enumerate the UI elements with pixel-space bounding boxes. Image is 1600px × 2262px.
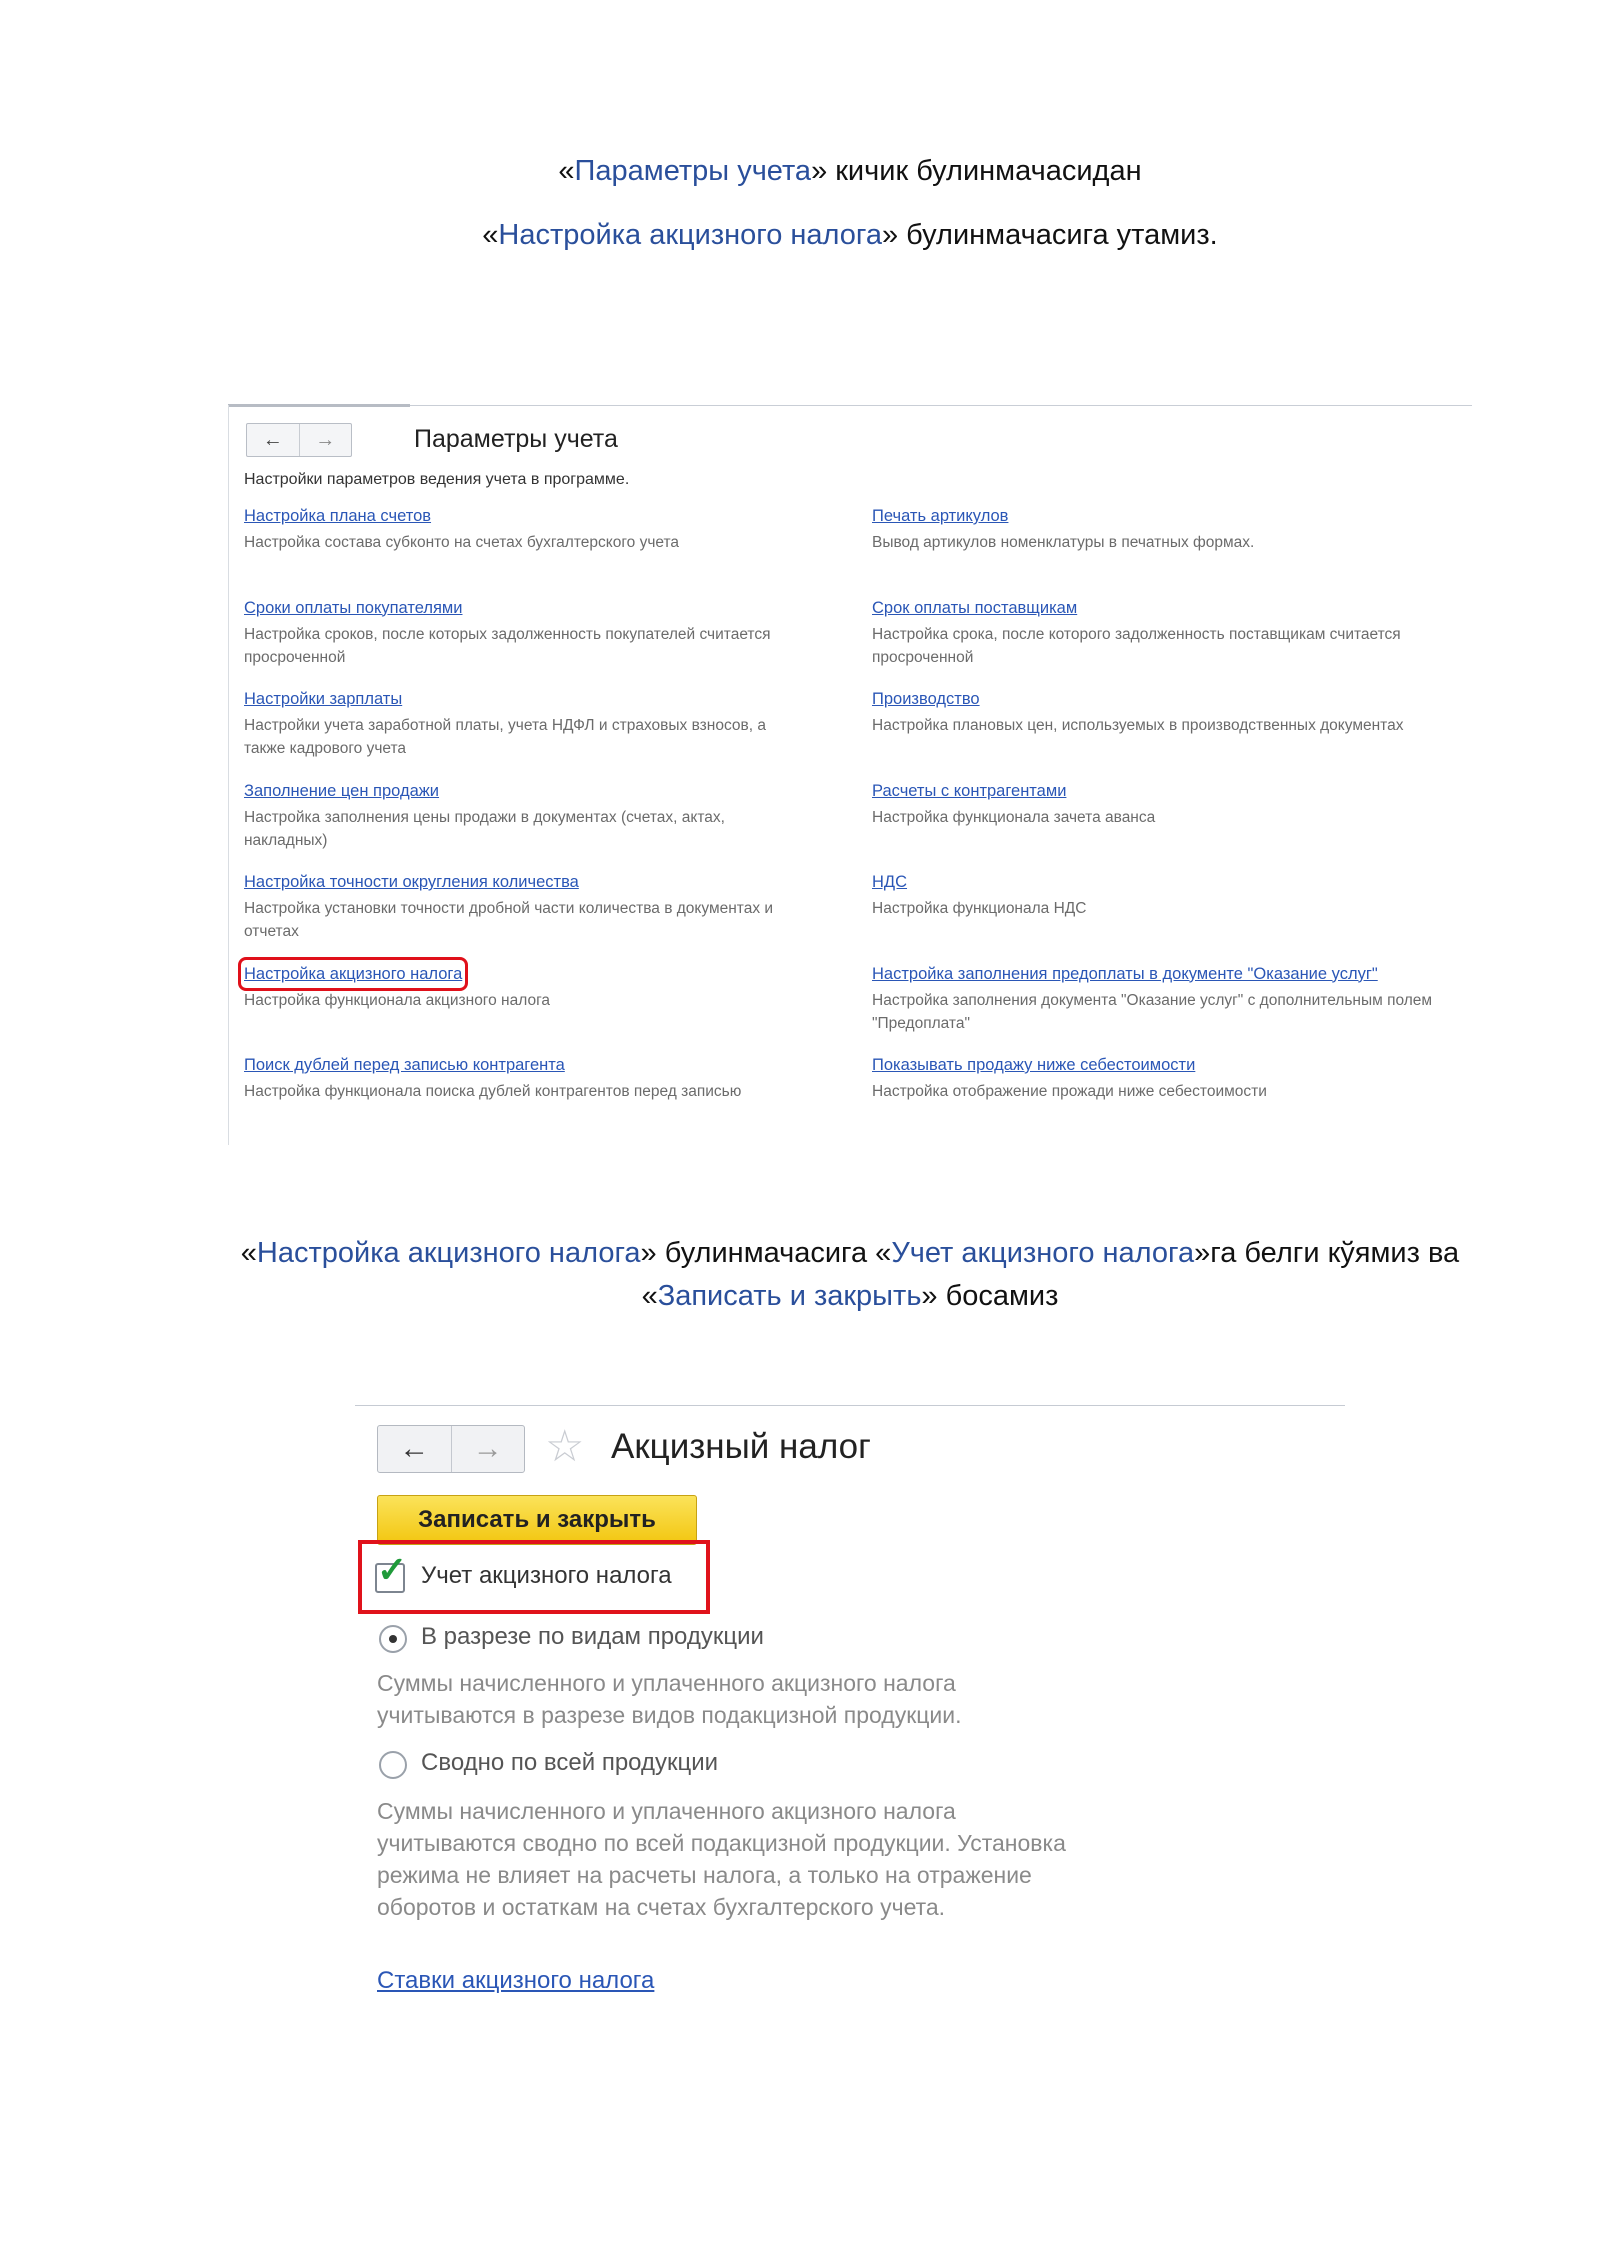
back-arrow-icon[interactable]: ← (262, 428, 283, 451)
excise-accounting-label: Учет акцизного налога (421, 1562, 672, 1589)
settings-item-desc: Настройка отображение прожади ниже себестоимости (872, 1083, 1267, 1100)
counterparty-settlements-link[interactable]: Расчеты с контрагентами (872, 781, 1067, 800)
settings-item-desc: Настройки учета заработной платы, учета НДФЛ и страховых взносов, а также кадрового учета (244, 717, 766, 757)
settings-item-desc: Настройка сроков, после которых задолженность покупателей считается просроченной (244, 625, 771, 666)
settings-item (244, 1054, 804, 1146)
divider (228, 405, 1472, 406)
radio-label: В разрезе по видам продукции (421, 1623, 764, 1650)
sales-prices-link[interactable]: Заполнение цен продажи (244, 781, 440, 800)
favorite-star-icon[interactable]: ☆ (545, 1422, 585, 1471)
page-title: Параметры учета (414, 425, 618, 453)
chart-of-accounts-link[interactable]: Настройка плана счетов (244, 507, 432, 525)
intro-link-excise-settings: Настройка акцизного налога (498, 219, 882, 251)
radio-desc: Суммы начисленного и уплаченного акцизного налога учитываются сводно по всей подакцизной продукции. Установка режима не влияет на расчеты налога, а только на отражение оборотов и остаткам на счетах бухгалтерского учета. (377, 1798, 1066, 1920)
settings-item (244, 780, 804, 872)
excise-rates-link[interactable]: Ставки акцизного налога (377, 1967, 655, 1994)
settings-item-desc: Настройка функционала акцизного налога (244, 991, 551, 1009)
accounting-params-screenshot (228, 405, 1472, 1145)
settings-item-desc: Настройка срока, после которого задолженность поставщикам считается просроченной (872, 625, 1401, 666)
settings-column-right (872, 505, 1452, 1146)
middle-link-excise-accounting: Учет акцизного налога (891, 1237, 1195, 1269)
intro-line-2: «Настройка акцизного налога» булинмачасига утамиз. (482, 219, 1218, 251)
settings-item (872, 963, 1452, 1055)
settings-item-desc: Настройка заполнения цены продажи в документах (счетах, актах, накладных) (244, 808, 725, 849)
production-link[interactable]: Производство (872, 690, 980, 708)
settings-item-desc: Настройка функционала поиска дублей контрагентов перед записью (244, 1083, 742, 1100)
settings-item (872, 1054, 1452, 1146)
radio-label: Сводно по всей продукции (421, 1749, 719, 1776)
settings-item-desc: Настройка функционала зачета аванса (872, 808, 1156, 826)
settings-item (244, 505, 804, 597)
save-and-close-button[interactable]: Записать и закрыть (377, 1495, 697, 1545)
salary-settings-link[interactable]: Настройки зарплаты (244, 690, 403, 708)
settings-item (872, 688, 1452, 780)
radio-desc: Суммы начисленного и уплаченного акцизного налога учитываются в разрезе видов подакцизной продукции. (377, 1670, 962, 1728)
supplier-payment-terms-link[interactable]: Срок оплаты поставщикам (872, 598, 1078, 617)
settings-item (244, 688, 804, 780)
customer-payment-terms-link[interactable]: Сроки оплаты покупателями (244, 598, 463, 617)
page-subtitle: Настройки параметров ведения учета в программе. (244, 471, 630, 488)
nav-buttons (377, 1425, 525, 1473)
settings-item (244, 871, 804, 963)
duplicate-search-link[interactable]: Поиск дублей перед записью контрагента (244, 1056, 565, 1074)
settings-item (872, 871, 1452, 963)
settings-item-desc: Настройка установки точности дробной части количества в документах и отчетах (244, 900, 774, 940)
settings-item (244, 963, 804, 1055)
settings-item-desc: Настройка плановых цен, используемых в производственных документах (872, 717, 1404, 734)
radio-by-product-type[interactable] (379, 1625, 407, 1653)
radio-summary-all-products[interactable] (379, 1751, 407, 1779)
excise-tax-form-screenshot (355, 1405, 1345, 2025)
settings-item (244, 597, 804, 689)
divider (228, 404, 410, 407)
middle-link-excise-settings: Настройка акцизного налога (256, 1237, 641, 1269)
settings-item-desc: Вывод артикулов номенклатуры в печатных формах. (872, 534, 1255, 551)
divider (228, 405, 229, 1145)
nav-buttons (246, 423, 352, 457)
middle-line-1: «Настройка акцизного налога» булинмачасига «Учет акцизного налога»га белги кўямиз ва (240, 1237, 1460, 1269)
back-arrow-icon[interactable]: ← (399, 1432, 430, 1465)
settings-item (872, 780, 1452, 872)
below-cost-sales-link[interactable]: Показывать продажу ниже себестоимости (872, 1056, 1196, 1074)
settings-item (872, 505, 1452, 597)
middle-line-2: «Записать и закрыть» босамиз (641, 1280, 1059, 1312)
checkmark-icon: ✓ (377, 1549, 408, 1590)
rounding-precision-link[interactable]: Настройка точности округления количества (244, 873, 579, 891)
prepayment-settings-link[interactable]: Настройка заполнения предоплаты в документе "Оказание услуг" (872, 964, 1378, 983)
settings-item (872, 597, 1452, 689)
divider (355, 1405, 1345, 1406)
vat-link[interactable]: НДС (872, 873, 908, 891)
settings-item-desc: Настройка заполнения документа "Оказание услуг" с дополнительным полем "Предоплата" (872, 991, 1433, 1032)
middle-link-save-close: Записать и закрыть (657, 1280, 922, 1312)
settings-item-desc: Настройка состава субконто на счетах бухгалтерского учета (244, 534, 680, 551)
excise-tax-settings-link[interactable]: Настройка акцизного налога (244, 964, 463, 983)
intro-link-accounting-params: Параметры учета (574, 155, 812, 187)
settings-column-left (244, 505, 804, 1146)
intro-line-1: «Параметры учета» кичик булинмачасидан (558, 155, 1142, 187)
forward-arrow-icon[interactable]: → (451, 1426, 525, 1472)
print-articles-link[interactable]: Печать артикулов (872, 507, 1009, 525)
form-title: Акцизный налог (611, 1427, 871, 1466)
settings-item-desc: Настройка функционала НДС (872, 900, 1087, 917)
radio-selected-dot (389, 1635, 397, 1643)
forward-arrow-icon[interactable]: → (299, 424, 352, 456)
